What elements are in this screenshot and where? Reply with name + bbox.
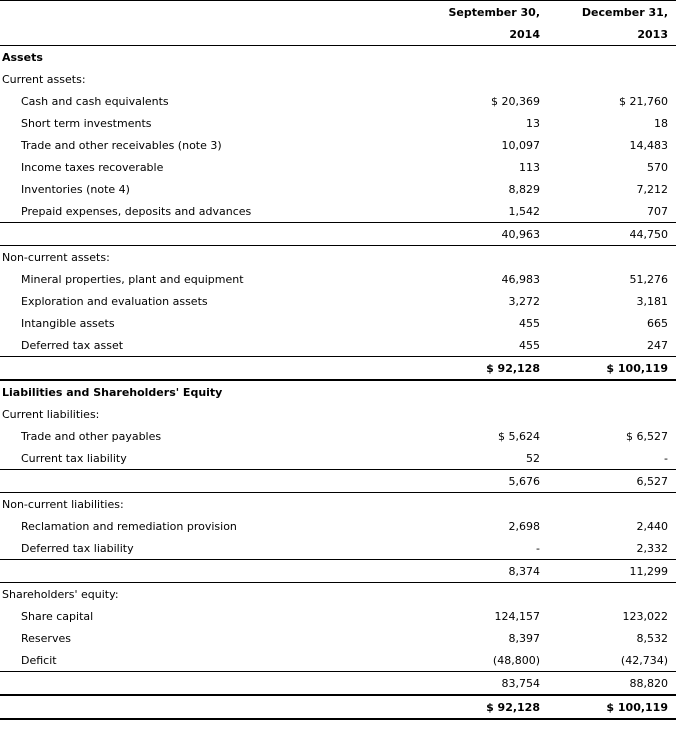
- subtotal-row: 83,754 88,820: [0, 672, 676, 696]
- subsection-heading: Non-current liabilities:: [0, 493, 676, 516]
- subsection-heading: Current liabilities:: [2, 407, 100, 421]
- table-row: Deferred tax liability - 2,332: [21, 541, 668, 555]
- header-row-2: [0, 23, 676, 46]
- col-b-year: 2013: [637, 27, 668, 41]
- table-row: Prepaid expenses, deposits and advances 1,542 707: [21, 204, 668, 218]
- table-row: Short term investments 13 18: [21, 116, 668, 130]
- table-row: Current tax liability 52 -: [21, 451, 668, 465]
- table-row: Reserves 8,397 8,532: [21, 631, 668, 645]
- assets-title: Assets: [0, 46, 420, 69]
- col-b-header: December 31,: [548, 1, 676, 24]
- section-heading-liabilities: [0, 380, 676, 403]
- section-heading-assets: [0, 46, 676, 69]
- subtotal-row: 8,374 11,299: [0, 560, 676, 583]
- header-row-1: [0, 1, 676, 24]
- table-row: Inventories (note 4) 8,829 7,212: [21, 182, 668, 196]
- col-a-year: 2014: [509, 27, 540, 41]
- table-row: Intangible assets 455 665: [21, 316, 668, 330]
- table-row: Deficit (48,800) (42,734): [21, 653, 668, 667]
- total-liabilities-equity-row: $ 92,128 $ 100,119: [0, 695, 676, 719]
- subsection-heading: Shareholders' equity:: [0, 583, 676, 606]
- liabilities-title: Liabilities and Shareholders' Equity: [0, 380, 420, 403]
- table-row: Trade and other receivables (note 3) 10,097 14,483: [21, 138, 668, 152]
- table-row: Income taxes recoverable 113 570: [21, 160, 668, 174]
- table-row: Deferred tax asset 455 247: [21, 338, 668, 352]
- table-row: Trade and other payables $ 5,624 $ 6,527: [21, 429, 668, 443]
- table-row: Reclamation and remediation provision 2,698 2,440: [21, 519, 668, 533]
- subsection-heading: Current assets:: [2, 72, 86, 86]
- table-row: Cash and cash equivalents $ 20,369 $ 21,760: [21, 94, 668, 108]
- table-row: Exploration and evaluation assets 3,272 3,181: [21, 294, 668, 308]
- subtotal-row: 40,963 44,750: [0, 223, 676, 246]
- subsection-heading: Non-current assets:: [0, 246, 676, 269]
- subtotal-row: 5,676 6,527: [0, 470, 676, 493]
- total-assets-row: $ 92,128 $ 100,119: [0, 357, 676, 381]
- col-a-header: September 30,: [420, 1, 548, 24]
- table-row: Mineral properties, plant and equipment 46,983 51,276: [21, 272, 668, 286]
- table-row: Share capital 124,157 123,022: [21, 609, 668, 623]
